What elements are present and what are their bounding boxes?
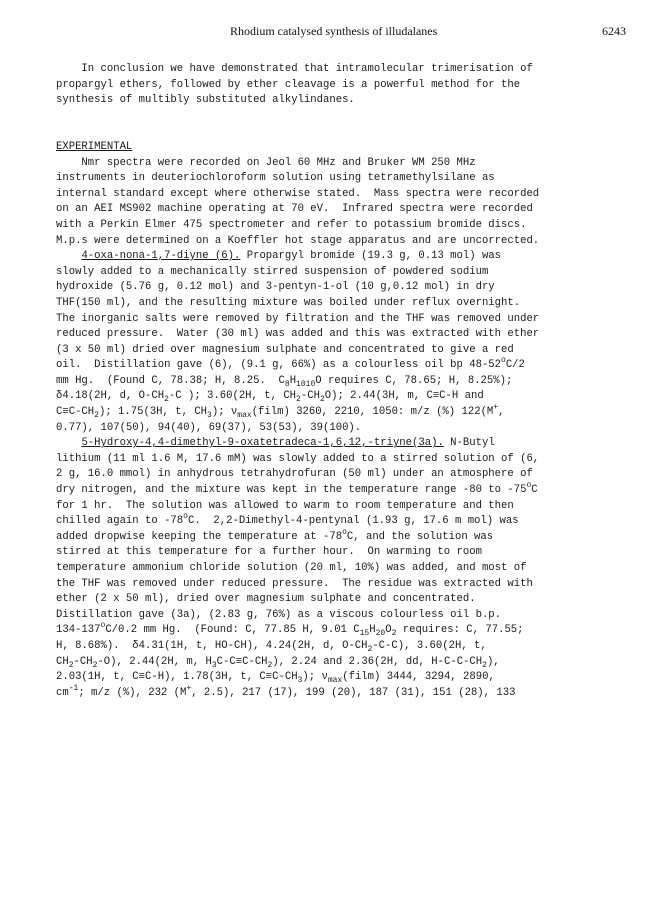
- conclusion-line: In conclusion we have demonstrated that intramolecular trimerisation of: [56, 63, 533, 75]
- page-number: 6243: [602, 24, 626, 38]
- compound-line: lithium (11 ml 1.6 M, 17.6 mM) was slowly added to a stirred solution of (6,: [56, 452, 540, 465]
- compound-line: stirred at this temperature for a further hour. On warming to room: [56, 546, 482, 559]
- compound-line: ether (2 x 50 ml), dried over magnesium sulphate and concentrated.: [56, 593, 476, 606]
- compound-line: THF(150 ml), and the resulting mixture was boiled under reflux overnight.: [56, 296, 521, 309]
- intro-line: Nmr spectra were recorded on Jeol 60 MHz and Bruker WM 250 MHz: [56, 156, 476, 169]
- compound-line: chilled again to -78$^o$C. 2,2-Dimethyl-4-pentynal (1.93 g, 17.6 m mol) was: [56, 512, 519, 528]
- compound-line: temperature ammonium chloride solution (20 ml, 10%) was added, and most of: [56, 562, 527, 574]
- compound-name: 5-Hydroxy-4,4-dimethyl-9-oxatetradeca-1,6,12,-triyne(3a).: [81, 437, 444, 450]
- conclusion-line: propargyl ethers, followed by ether cleavage is a powerful method for the: [56, 78, 521, 91]
- compound-line: added dropwise keeping the temperature at -78$^o$C, and the solution was: [56, 527, 494, 543]
- compound-line: for 1 hr. The solution was allowed to warm to room temperature and then: [56, 499, 514, 512]
- compound-line: Distillation gave (3a), (2.83 g, 76%) as a viscous colourless oil b.p.: [56, 608, 502, 621]
- compound-line: 0.77), 107(50), 94(40), 69(37), 53(53), 39(100).: [56, 421, 362, 434]
- compound-name: 4-oxa-nona-1,7-diyne (6).: [81, 250, 241, 263]
- compound-line: 2.03(1H, t, C≡C-H), 1.78(3H, t, $C\equiv C-CH_3$); $\nu_{max}(film)$ 3444, 3294, 2890,: [56, 671, 495, 686]
- compound-line: oil. Distillation gave (6), (9.1 g, 66%) as a colourless oil bp 48-52$^o$C/2: [56, 356, 525, 372]
- compound-line: mm Hg. (Found C, 78.38; H, 8.25. $C_8H_{1010}O$ requires C, 78.65; H, 8.25%);: [56, 374, 513, 389]
- compound-line: dry nitrogen, and the mixture was kept in the temperature range -80 to -75$^o$C: [56, 481, 538, 497]
- body-text: [56, 62, 626, 701]
- compound-line: the THF was removed under reduced pressure. The residue was extracted with: [56, 577, 533, 590]
- intro-line: with a Perkin Elmer 475 spectrometer and refer to potassium bromide discs.: [56, 218, 527, 231]
- compound-line: reduced pressure. Water (30 ml) was added and this was extracted with ether: [56, 328, 540, 341]
- compound-line: 2 g, 16.0 mmol) in anhydrous tetrahydrofuran (50 ml) under an atmosphere of: [56, 468, 533, 481]
- compound-line: 5-Hydroxy-4,4-dimethyl-9-oxatetradeca-1,6,12,-triyne(3a). N-Butyl: [81, 437, 495, 450]
- running-header: [0, 24, 672, 42]
- compound-line: H, 8.68%). δ4.31(1H, t, HO-CH), 4.24(2H, d, $O-CH_2-C-C$), 3.60(2H, t,: [56, 639, 487, 654]
- compound-line: $cm^{-1}$; m/z (%), 232 (M+, 2.5), 217 (17), 199 (20), 187 (31), 151 (28), 133: [56, 683, 516, 699]
- compound-line: The inorganic salts were removed by filtration and the THF was removed under: [56, 312, 540, 325]
- conclusion-line: synthesis of multibly substituted alkylindanes.: [56, 94, 355, 107]
- compound-line: δ4.18(2H, d, $O-CH_2-C$ ); 3.60(2H, t, $CH_2-CH_2O$); 2.44(3H, m, C≡C-H and: [56, 390, 484, 405]
- intro-line: M.p.s were determined on a Koeffler hot stage apparatus and are uncorrected.: [56, 234, 540, 247]
- compound-line: hydroxide (5.76 g, 0.12 mol) and 3-pentyn-1-ol (10 g,0.12 mol) in dry: [56, 281, 495, 294]
- compound-line: $CH_2-CH_2-O$), 2.44(2H, m, $H_3C-C\equiv C-CH_2$), 2.24 and 2.36(2H, dd, $H-C-C-CH_2$),: [56, 655, 500, 670]
- compound-line: 134-137$^o$C/0.2 mm Hg. (Found: C, 77.85 H, 9.01 $C_{15}H_{20}O_2$ requires: C, 77.55;: [56, 621, 524, 639]
- intro-line: on an AEI MS902 machine operating at 70 eV. Infrared spectra were recorded: [56, 203, 533, 216]
- compound-line: $C\equiv C-CH_2$); 1.75(3H, t, $CH_3$); $\nu_{max}(film)$ 3260, 2210, 1050: m/z (%) 122(M+,: [56, 403, 505, 421]
- compound-line: slowly added to a mechanically stirred suspension of powdered sodium: [56, 265, 489, 278]
- compound-line: 4-oxa-nona-1,7-diyne (6). Propargyl bromide (19.3 g, 0.13 mol) was: [81, 250, 502, 263]
- intro-line: instruments in deuteriochloroform solution using tetramethylsilane as: [56, 172, 495, 185]
- section-heading: EXPERIMENTAL: [56, 140, 133, 153]
- intro-line: internal standard except where otherwise stated. Mass spectra were recorded: [56, 187, 540, 200]
- running-title: Rhodium catalysed synthesis of illudalanes: [230, 24, 438, 38]
- compound-line: (3 x 50 ml) dried over magnesium sulphate and concentrated to give a red: [56, 343, 514, 356]
